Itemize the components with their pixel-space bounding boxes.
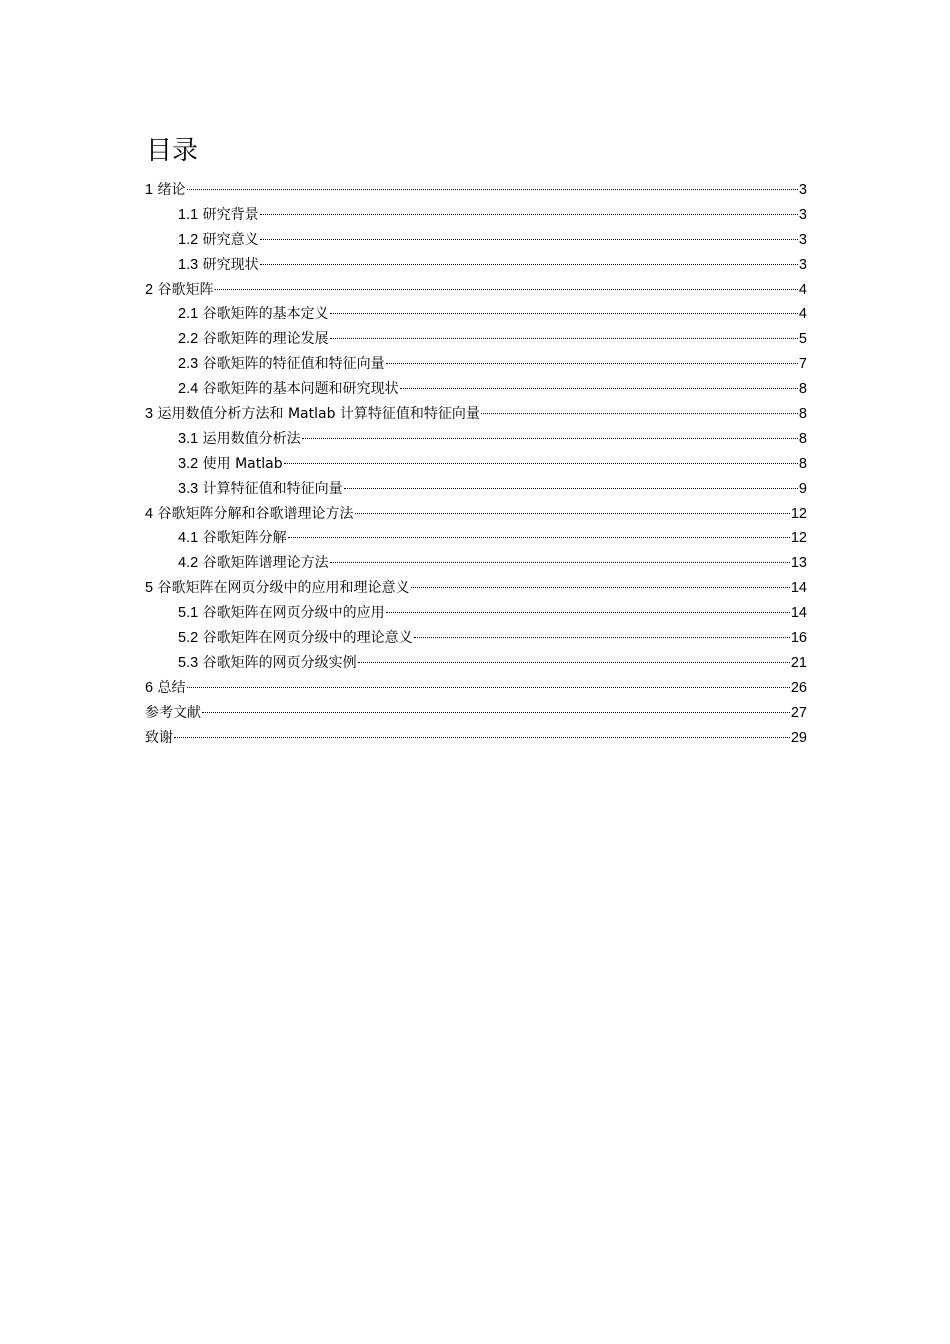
toc-page-number: 8 (798, 455, 807, 472)
toc-entry-section[interactable] (145, 352, 807, 377)
toc-page-number: 3 (798, 256, 807, 273)
toc-entry-text: 致谢 (145, 729, 173, 746)
toc-entry-number: 4.2 (178, 555, 199, 572)
toc-entry-number: 3.2 (178, 455, 199, 472)
toc-entry-label (145, 402, 480, 427)
toc-entry-label (145, 502, 354, 527)
toc-entry-text: 绪论 (157, 182, 186, 198)
toc-page-number: 21 (790, 654, 807, 671)
toc-entry-section[interactable] (145, 377, 807, 402)
toc-dot-leader (330, 558, 790, 563)
toc-entry-label (178, 253, 259, 278)
toc-entry-text: 研究意义 (202, 231, 259, 248)
toc-entry-label (178, 228, 259, 253)
toc-entry-label (178, 526, 287, 551)
toc-page-number: 8 (798, 406, 807, 423)
toc-entry-section[interactable] (145, 203, 807, 228)
toc-entry-label (145, 701, 201, 726)
toc-entry-label (145, 676, 186, 701)
toc-entry-section[interactable] (145, 327, 807, 352)
toc-page-number: 12 (790, 530, 807, 547)
toc-entry-number: 4.1 (178, 530, 199, 547)
toc-entry-label (145, 178, 186, 203)
toc-entry-section[interactable] (145, 228, 807, 253)
toc-dot-leader (288, 533, 790, 538)
toc-entry-number: 5 (145, 580, 154, 597)
toc-entry-text: 谷歌矩阵在网页分级中的理论意义 (202, 630, 413, 647)
toc-page-number: 8 (798, 381, 807, 398)
table-of-contents (145, 178, 807, 750)
toc-entry-number: 2.2 (178, 331, 199, 348)
toc-entry-text: 计算特征值和特征向量 (202, 480, 343, 497)
toc-entry-text: 谷歌矩阵分解和谷歌谱理论方法 (157, 505, 354, 522)
toc-entry-number: 1 (145, 182, 154, 198)
toc-entry-section[interactable] (145, 477, 807, 502)
toc-page-number: 8 (798, 430, 807, 447)
toc-entry-text: 研究现状 (202, 256, 259, 273)
toc-page-number: 14 (790, 605, 807, 622)
toc-dot-leader (260, 210, 798, 215)
toc-entry-chapter[interactable] (145, 278, 807, 303)
toc-entry-text: 研究背景 (202, 206, 259, 223)
toc-entry-section[interactable] (145, 651, 807, 676)
toc-dot-leader (215, 285, 798, 290)
toc-entry-number: 2.3 (178, 356, 199, 373)
toc-dot-leader (344, 484, 798, 489)
toc-entry-section[interactable] (145, 526, 807, 551)
toc-entry-text: 谷歌矩阵在网页分级中的应用和理论意义 (157, 580, 410, 597)
toc-entry-number: 5.1 (178, 605, 199, 622)
toc-entry-label (145, 278, 214, 303)
toc-entry-section[interactable] (145, 551, 807, 576)
toc-entry-number: 2.4 (178, 381, 199, 398)
toc-entry-text: 谷歌矩阵的基本问题和研究现状 (202, 381, 399, 398)
toc-entry-number: 3.3 (178, 480, 199, 497)
toc-title: 目录 (146, 136, 199, 166)
toc-page-number: 26 (790, 679, 807, 696)
toc-entry-chapter[interactable] (145, 576, 807, 601)
toc-entry-text: 谷歌矩阵在网页分级中的应用 (202, 605, 385, 622)
toc-entry-number: 1.1 (178, 206, 199, 223)
toc-dot-leader (400, 384, 798, 389)
toc-entry-text: 谷歌矩阵分解 (202, 530, 287, 547)
toc-entry-number: 2.1 (178, 306, 199, 323)
toc-dot-leader (174, 733, 790, 738)
toc-entry-number: 5.3 (178, 654, 199, 671)
toc-dot-leader (414, 633, 790, 638)
toc-entry-label (145, 576, 410, 601)
toc-entry-label (178, 551, 329, 576)
toc-page-number: 3 (798, 206, 807, 223)
toc-entry-label (178, 327, 329, 352)
toc-entry-text: 谷歌矩阵的理论发展 (202, 331, 329, 348)
toc-entry-label (145, 726, 173, 751)
toc-dot-leader (386, 608, 790, 613)
toc-entry-text: 谷歌矩阵的网页分级实例 (202, 654, 357, 671)
toc-entry-section[interactable] (145, 302, 807, 327)
toc-entry-number: 1.3 (178, 256, 199, 273)
toc-entry-chapter[interactable] (145, 726, 807, 751)
toc-entry-section[interactable] (145, 452, 807, 477)
toc-entry-text: 运用数值分析法 (202, 430, 301, 447)
toc-page-number: 16 (790, 630, 807, 647)
toc-dot-leader (330, 334, 798, 339)
toc-entry-text: 运用数值分析方法和 Matlab 计算特征值和特征向量 (157, 406, 480, 423)
toc-entry-text: 谷歌矩阵的基本定义 (202, 306, 329, 323)
toc-dot-leader (260, 260, 798, 265)
toc-page-number: 3 (798, 182, 807, 198)
toc-dot-leader (284, 459, 798, 464)
toc-entry-chapter[interactable] (145, 676, 807, 701)
toc-dot-leader (355, 509, 790, 514)
toc-entry-number: 3.1 (178, 430, 199, 447)
toc-entry-text: 使用 Matlab (202, 455, 283, 472)
toc-entry-section[interactable] (145, 427, 807, 452)
toc-entry-number: 4 (145, 505, 154, 522)
toc-entry-number: 1.2 (178, 231, 199, 248)
toc-entry-label (178, 302, 329, 327)
toc-page-number: 5 (798, 331, 807, 348)
toc-dot-leader (302, 434, 798, 439)
toc-entry-label (178, 203, 259, 228)
toc-entry-text: 谷歌矩阵的特征值和特征向量 (202, 356, 385, 373)
toc-entry-label (178, 651, 357, 676)
toc-dot-leader (260, 235, 798, 240)
toc-dot-leader (411, 583, 790, 588)
toc-entry-number: 5.2 (178, 630, 199, 647)
toc-page-number: 13 (790, 555, 807, 572)
toc-entry-label (178, 601, 385, 626)
toc-entry-text: 参考文献 (145, 704, 201, 721)
toc-page-number: 12 (790, 505, 807, 522)
toc-entry-label (178, 626, 413, 651)
toc-page-number: 9 (798, 480, 807, 497)
toc-dot-leader (202, 708, 790, 713)
toc-page-number: 4 (798, 306, 807, 323)
toc-entry-section[interactable] (145, 601, 807, 626)
toc-page-number: 7 (798, 356, 807, 373)
toc-page-number: 29 (790, 729, 807, 746)
toc-entry-label (178, 352, 385, 377)
toc-entry-label (178, 377, 399, 402)
toc-dot-leader (358, 658, 790, 663)
toc-entry-label (178, 452, 283, 477)
toc-entry-label (178, 477, 343, 502)
toc-entry-number: 2 (145, 281, 154, 298)
toc-entry-chapter[interactable] (145, 178, 807, 203)
toc-entry-text: 谷歌矩阵谱理论方法 (202, 555, 329, 572)
toc-dot-leader (187, 683, 790, 688)
toc-page-number: 14 (790, 580, 807, 597)
toc-entry-chapter[interactable] (145, 701, 807, 726)
toc-entry-section[interactable] (145, 253, 807, 278)
toc-page-number: 4 (798, 281, 807, 298)
toc-page-number: 27 (790, 704, 807, 721)
toc-entry-chapter[interactable] (145, 502, 807, 527)
toc-entry-number: 6 (145, 679, 154, 696)
toc-entry-number: 3 (145, 406, 154, 423)
toc-dot-leader (481, 409, 798, 414)
toc-entry-chapter[interactable] (145, 402, 807, 427)
toc-entry-text: 谷歌矩阵 (157, 281, 214, 298)
toc-entry-label (178, 427, 301, 452)
toc-dot-leader (330, 309, 798, 314)
toc-dot-leader (386, 359, 798, 364)
toc-dot-leader (187, 185, 798, 190)
toc-entry-section[interactable] (145, 626, 807, 651)
toc-entry-text: 总结 (157, 679, 186, 696)
toc-page-number: 3 (798, 231, 807, 248)
